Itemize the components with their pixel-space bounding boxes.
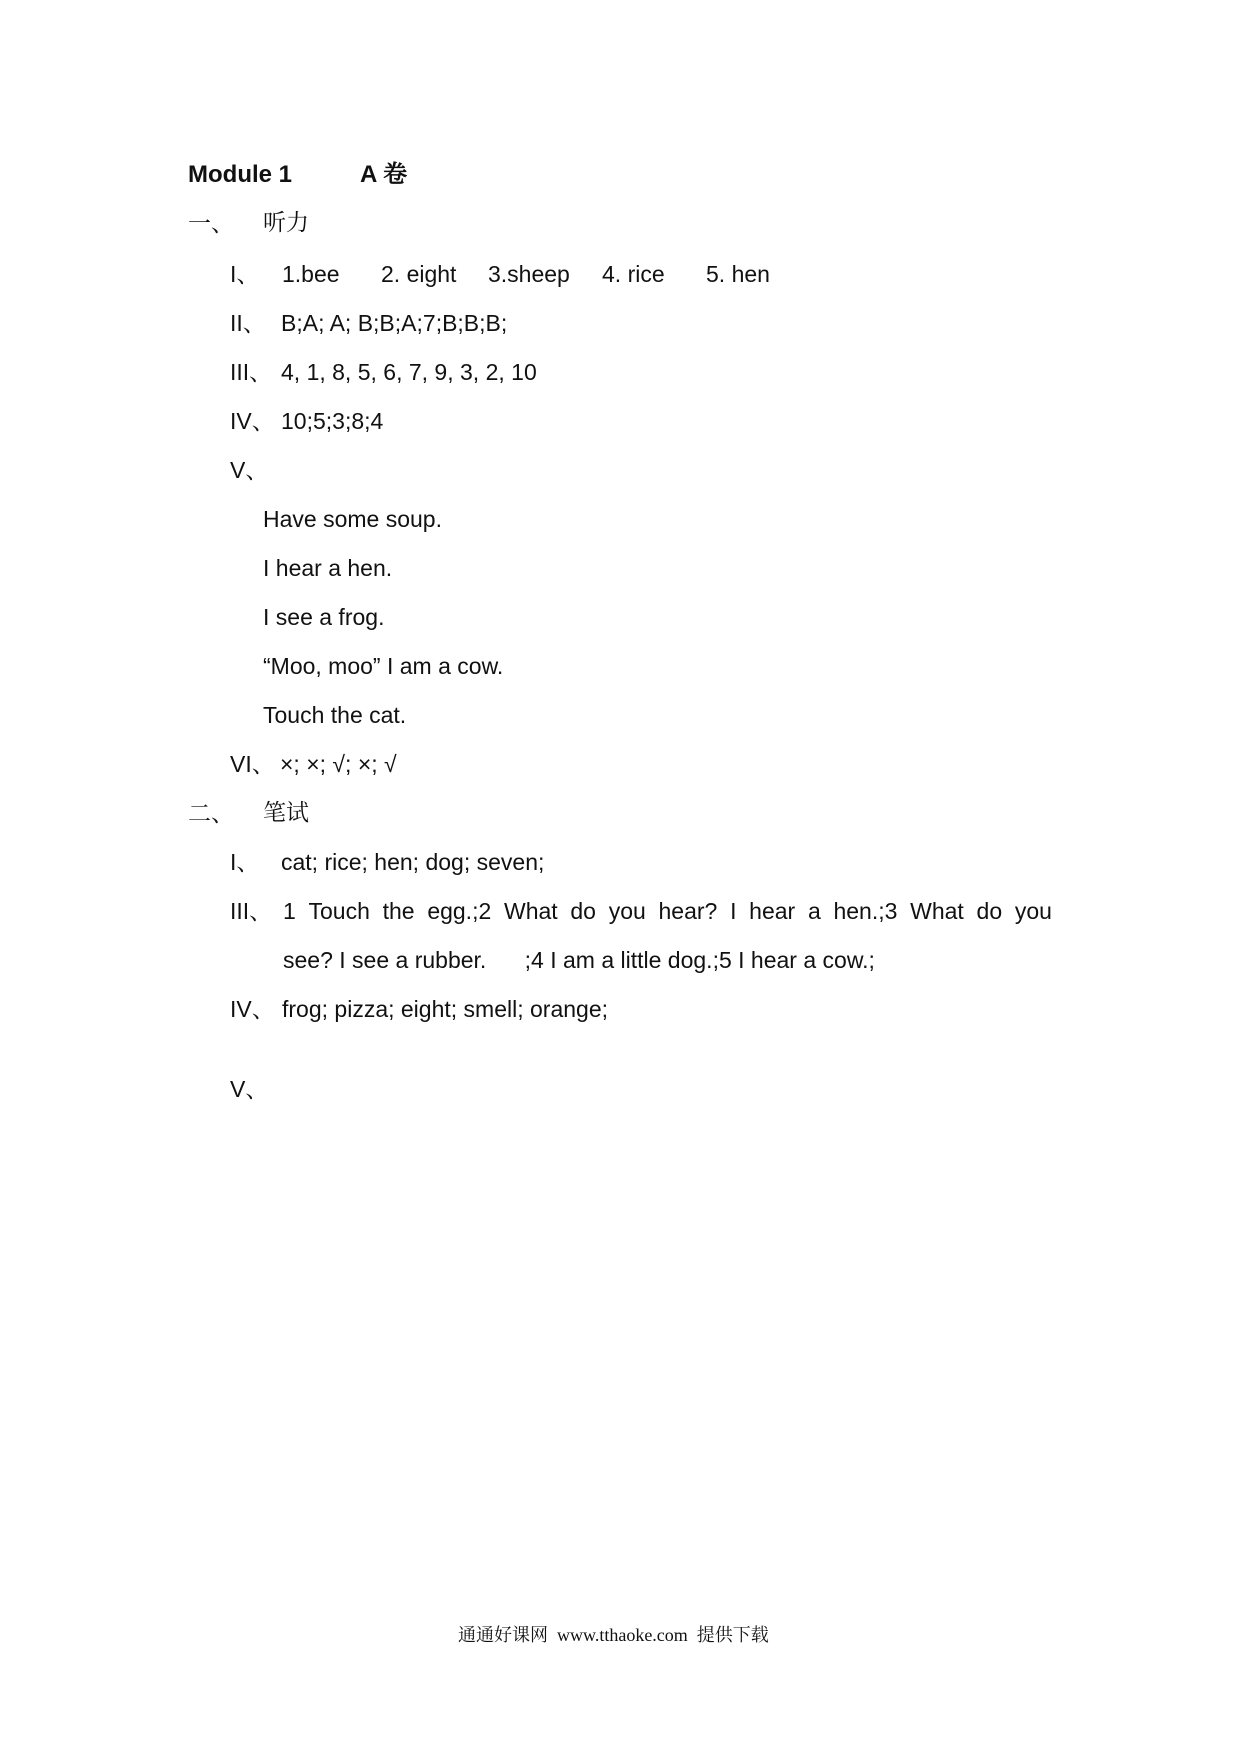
s2-q3-word: do (570, 898, 596, 924)
s2-q3-number: III、 (230, 898, 273, 924)
s1-q5-sentence-5: Touch the cat. (263, 702, 407, 728)
paper-title: A 卷 (360, 161, 408, 188)
s1-q1-number: I、 (230, 261, 260, 287)
s1-q5-sentence-3: I see a frog. (263, 604, 385, 630)
footer-source-note: 通通好课网 www.tthaoke.com 提供下载 (458, 1625, 769, 1645)
s2-q3-word: you (608, 898, 646, 924)
s2-q4-number: IV、 (230, 996, 275, 1022)
section1-title: 听力 (263, 209, 309, 235)
s1-q1-answer-2: 2. eight (381, 261, 457, 287)
s1-q2-number: II、 (230, 310, 266, 336)
s1-q4-number: IV、 (230, 408, 275, 434)
s1-q6-number: VI、 (230, 751, 275, 777)
s2-q3-word: hen.;3 (833, 898, 898, 924)
s2-q3-word: do (976, 898, 1003, 924)
s1-q5-number: V、 (230, 457, 269, 483)
section1-number: 一、 (188, 210, 234, 236)
s1-q2-answer: B;A; A; B;B;A;7;B;B;B; (281, 310, 508, 336)
s1-q5-sentence-1: Have some soup. (263, 506, 442, 532)
s2-q1-number: I、 (230, 849, 260, 875)
s2-q1-answer: cat; rice; hen; dog; seven; (281, 849, 545, 875)
s2-q3-word: the (382, 898, 415, 924)
s1-q1-answer-5: 5. hen (706, 261, 770, 287)
s1-q1-answer-1: 1.bee (282, 261, 340, 287)
s2-q3-word: hear? (658, 898, 718, 924)
s2-q3-answer-line1 (283, 900, 1052, 923)
s1-q1-answer-3: 3.sheep (488, 261, 570, 287)
s2-q3-answer-line2: see? I see a rubber. ;4 I am a little dog.;5 I hear a cow.; (283, 947, 875, 973)
s2-q3-word: a (807, 898, 821, 924)
s2-q3-word: What (910, 898, 964, 924)
s2-q4-answer: frog; pizza; eight; smell; orange; (282, 996, 608, 1022)
s2-q3-word: egg.;2 (427, 898, 492, 924)
s1-q1-answer-4: 4. rice (602, 261, 665, 287)
s2-q5-number: V、 (230, 1076, 269, 1102)
module-title: Module 1 (188, 161, 293, 188)
s1-q3-number: III、 (230, 359, 273, 385)
section2-number: 二、 (188, 800, 234, 826)
section2-title: 笔试 (263, 799, 309, 825)
s1-q4-answer: 10;5;3;8;4 (281, 408, 384, 434)
s2-q3-word: Touch (308, 898, 370, 924)
s1-q5-sentence-2: I hear a hen. (263, 555, 393, 581)
s2-q3-word: 1 (283, 898, 296, 924)
s2-q3-word: hear (749, 898, 796, 924)
s2-q3-word: you (1014, 898, 1052, 924)
s1-q6-answer: ×; ×; √; ×; √ (280, 751, 397, 777)
s2-q3-word: I (730, 898, 737, 924)
s2-q3-word: What (503, 898, 558, 924)
s1-q3-answer: 4, 1, 8, 5, 6, 7, 9, 3, 2, 10 (281, 359, 537, 385)
s1-q5-sentence-4: “Moo, moo” I am a cow. (263, 653, 504, 679)
